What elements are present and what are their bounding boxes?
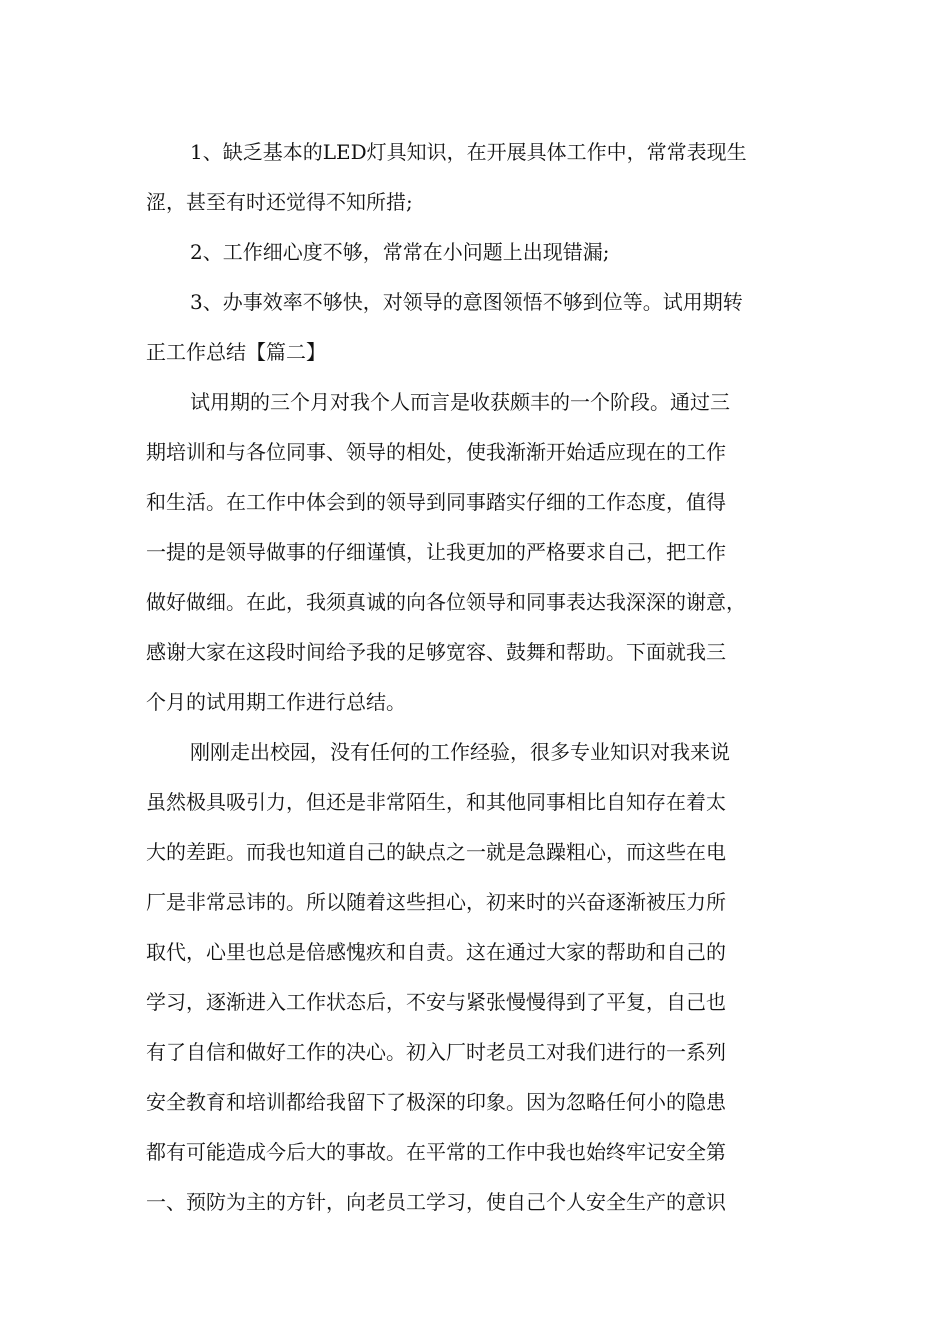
text-line-10: 做好做细。在此，我须真诚的向各位领导和同事表达我深深的谢意， (146, 590, 746, 614)
text-line-19: 有了自信和做好工作的决心。初入厂时老员工对我们进行的一系列 (146, 1040, 726, 1064)
text-line-5: 正工作总结【篇二】 (146, 340, 326, 364)
text-line-6: 试用期的三个月对我个人而言是收获颇丰的一个阶段。通过三 (190, 390, 730, 414)
text-line-16: 厂是非常忌讳的。所以随着这些担心，初来时的兴奋逐渐被压力所 (146, 890, 726, 914)
text-line-12: 个月的试用期工作进行总结。 (146, 690, 406, 714)
text-line-21: 都有可能造成今后大的事故。在平常的工作中我也始终牢记安全第 (146, 1140, 726, 1164)
text-line-7: 期培训和与各位同事、领导的相处，使我渐渐开始适应现在的工作 (146, 440, 726, 464)
text-line-2: 涩，甚至有时还觉得不知所措; (146, 190, 413, 214)
text-line-3: 2、工作细心度不够，常常在小问题上出现错漏; (190, 240, 610, 264)
text-line-4: 3、办事效率不够快，对领导的意图领悟不够到位等。试用期转 (190, 290, 743, 314)
text-line-14: 虽然极具吸引力，但还是非常陌生，和其他同事相比自知存在着太 (146, 790, 726, 814)
text-line-11: 感谢大家在这段时间给予我的足够宽容、鼓舞和帮助。下面就我三 (146, 640, 726, 664)
text-line-1: 1、缺乏基本的LED灯具知识，在开展具体工作中，常常表现生 (190, 140, 747, 164)
text-line-8: 和生活。在工作中体会到的领导到同事踏实仔细的工作态度，值得 (146, 490, 726, 514)
text-line-15: 大的差距。而我也知道自己的缺点之一就是急躁粗心，而这些在电 (146, 840, 726, 864)
text-line-13: 刚刚走出校园，没有任何的工作经验，很多专业知识对我来说 (190, 740, 730, 764)
text-line-20: 安全教育和培训都给我留下了极深的印象。因为忽略任何小的隐患 (146, 1090, 726, 1114)
text-line-9: 一提的是领导做事的仔细谨慎，让我更加的严格要求自己，把工作 (146, 540, 726, 564)
text-line-22: 一、预防为主的方针，向老员工学习，使自己个人安全生产的意识 (146, 1190, 726, 1214)
text-line-17: 取代，心里也总是倍感愧疚和自责。这在通过大家的帮助和自己的 (146, 940, 726, 964)
text-line-18: 学习，逐渐进入工作状态后，不安与紧张慢慢得到了平复，自己也 (146, 990, 726, 1014)
